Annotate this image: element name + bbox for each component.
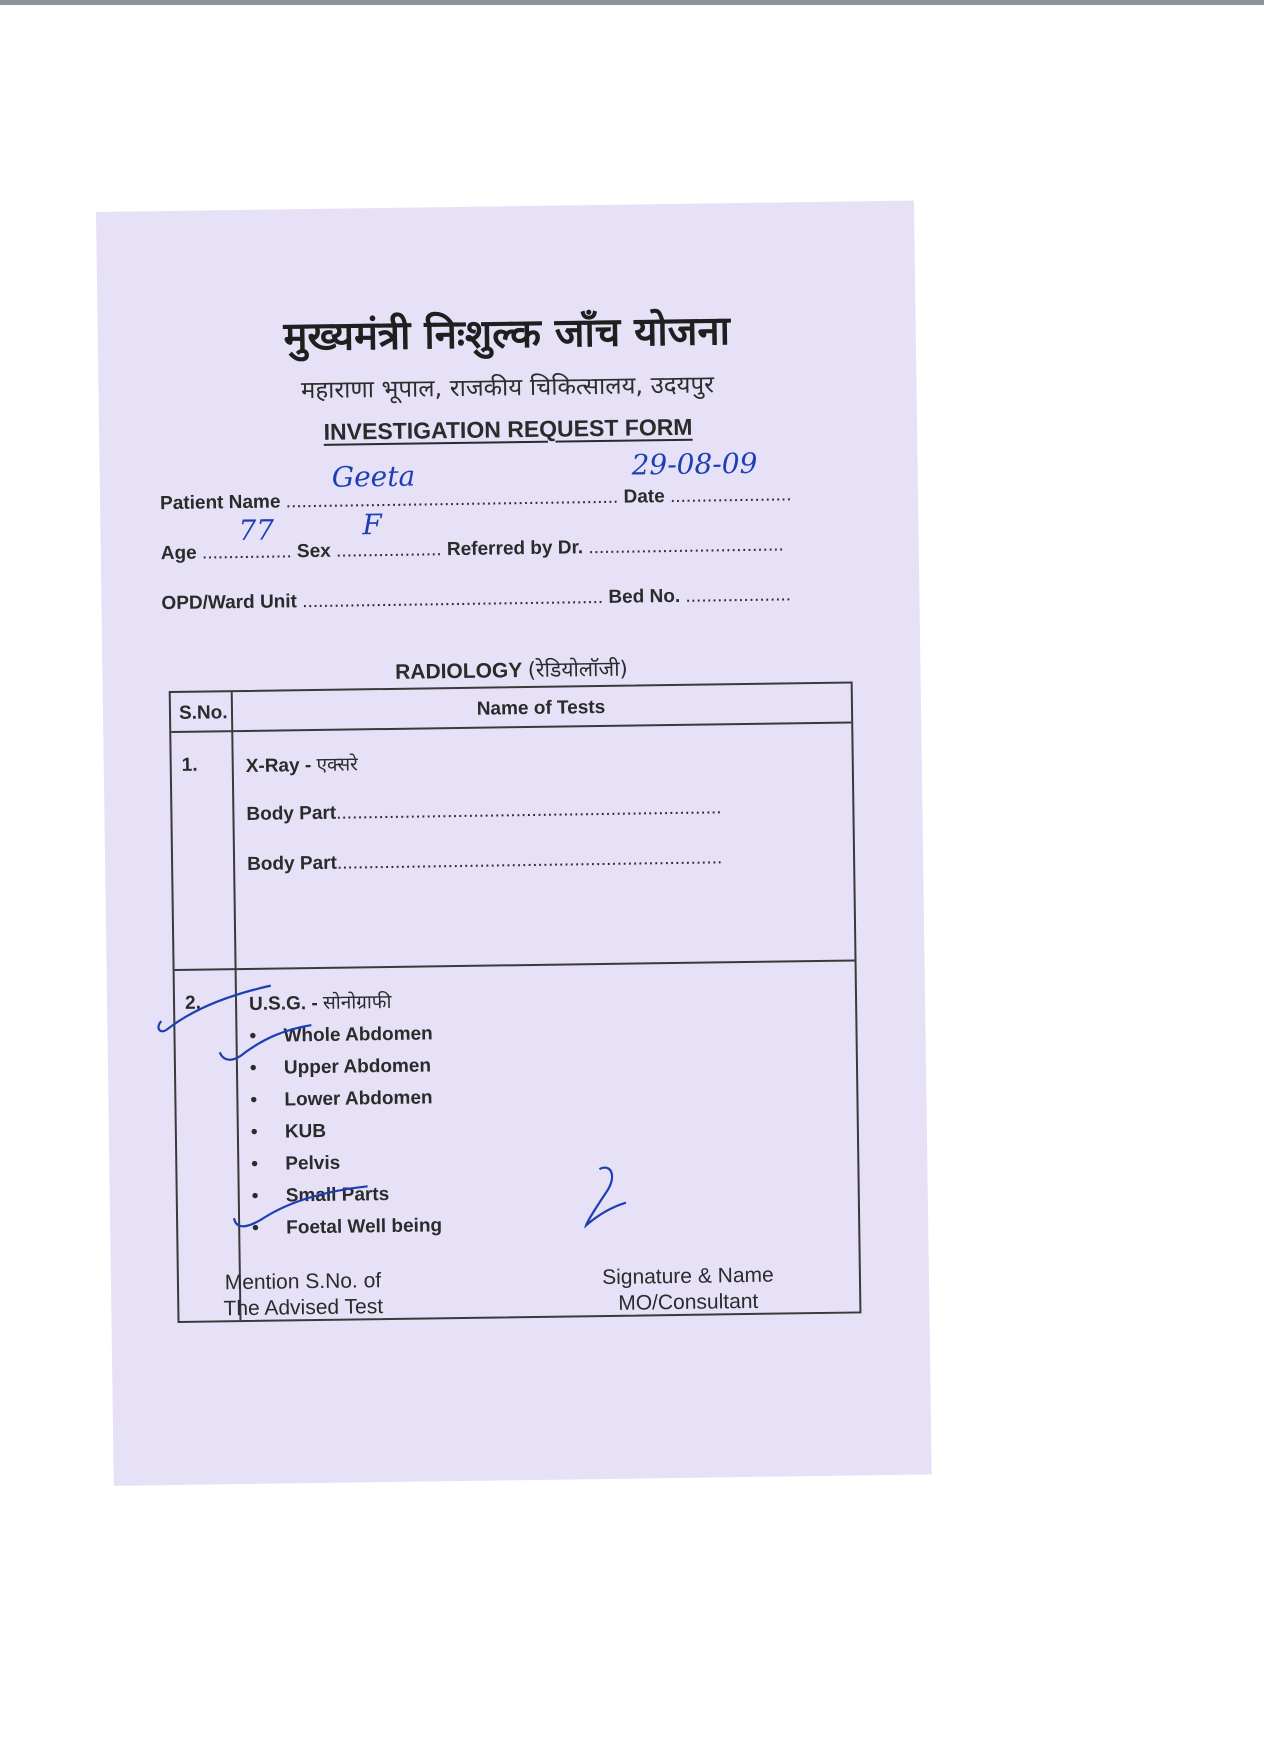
patient-name-value: Geeta: [331, 459, 416, 494]
patient-name-label: Patient Name: [159, 491, 281, 515]
checkmark-small-parts-icon: [230, 1180, 381, 1242]
section-title-hindi: (रेडियोलॉजी): [527, 656, 628, 683]
usg-label: U.S.G. -: [248, 992, 318, 1015]
footer-left-line2: The Advised Test: [223, 1295, 384, 1321]
patient-name-row: [160, 484, 792, 515]
sex-label: Sex: [296, 540, 331, 563]
opd-field[interactable]: .........................................................: [302, 586, 604, 613]
usg-item-upper-abdomen[interactable]: • Upper Abdomen: [249, 1055, 432, 1079]
row1-test: [246, 750, 358, 778]
checkmark-whole-abdomen-icon: [215, 1021, 326, 1073]
footer-left: [203, 1268, 404, 1323]
date-field[interactable]: .......................: [669, 484, 792, 508]
usg-label-hindi: सोनोग्राफी: [322, 990, 392, 1014]
usg-item-foetal-well-being[interactable]: • Foetal Well being: [252, 1215, 443, 1239]
age-value: 77: [238, 513, 275, 548]
age-label: Age: [160, 542, 197, 565]
referred-field[interactable]: .....................................: [588, 534, 784, 559]
usg-item-kub[interactable]: • KUB: [250, 1120, 327, 1143]
usg-item-small-parts[interactable]: • Small Parts: [251, 1184, 390, 1207]
scan-edge: [0, 0, 1264, 5]
row-divider: [175, 959, 855, 970]
initials-mark-icon: [577, 1163, 638, 1234]
investigation-request-form: [96, 201, 932, 1486]
row2-sno: 2.: [184, 992, 202, 1014]
referred-label: Referred by Dr.: [446, 537, 584, 561]
footer-left-line1: Mention S.No. of: [224, 1269, 382, 1295]
age-field[interactable]: .................: [201, 541, 292, 564]
section-title-en: RADIOLOGY: [394, 659, 523, 684]
sex-field[interactable]: ....................: [335, 539, 442, 562]
column-header-tests: Name of Tests: [476, 696, 606, 720]
scheme-title: मुख्यमंत्री निःशुल्क जाँच योजना: [283, 308, 731, 361]
xray-label: X-Ray -: [245, 755, 312, 777]
usg-item-pelvis[interactable]: • Pelvis: [251, 1152, 341, 1175]
patient-name-field[interactable]: ...............................................................: [285, 486, 619, 513]
opd-bed-row: [161, 584, 791, 615]
body-part-line-1[interactable]: Body Part.........................................................................: [246, 797, 722, 825]
hospital-name: महाराणा भूपाल, राजकीय चिकित्सालय, उदयपुर: [300, 370, 715, 405]
xray-label-hindi: एक्सरे: [316, 753, 359, 776]
column-header-sno: S.No.: [178, 702, 228, 724]
tests-table: [169, 681, 862, 1322]
usg-item-lower-abdomen[interactable]: • Lower Abdomen: [250, 1087, 433, 1111]
body-part-line-2[interactable]: Body Part.........................................................................: [246, 847, 723, 875]
usg-item-whole-abdomen[interactable]: • Whole Abdomen: [249, 1023, 433, 1047]
opd-label: OPD/Ward Unit: [161, 591, 298, 615]
date-value: 29-08-09: [631, 446, 758, 482]
bed-label: Bed No.: [608, 585, 681, 608]
footer-right-line2: MO/Consultant: [618, 1289, 759, 1315]
date-label: Date: [623, 486, 665, 508]
row1-sno: 1.: [181, 754, 198, 776]
form-title: INVESTIGATION REQUEST FORM: [323, 413, 693, 445]
footer-right-line1: Signature & Name: [601, 1263, 774, 1290]
sex-value: F: [362, 508, 383, 542]
footer-right: [573, 1262, 804, 1317]
bed-field[interactable]: ....................: [685, 584, 792, 607]
